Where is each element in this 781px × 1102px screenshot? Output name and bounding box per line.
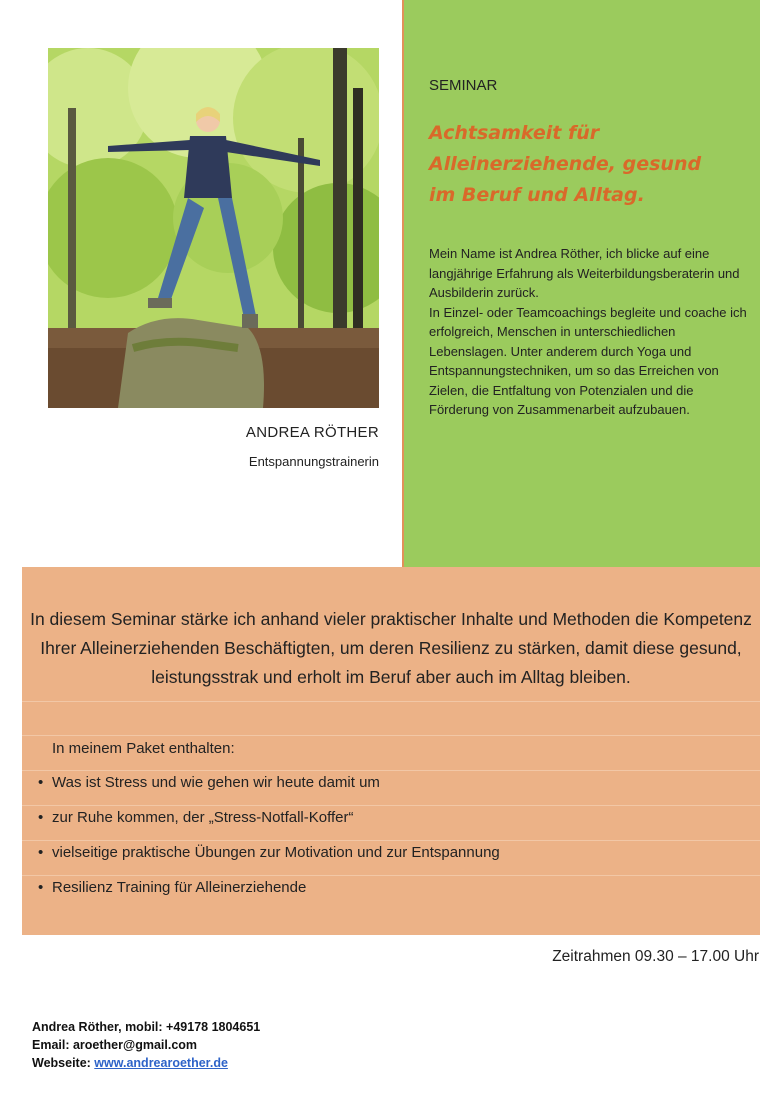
divider <box>22 701 760 702</box>
list-item-text: vielseitige praktische Übungen zur Motivation und zur Entspannung <box>52 844 500 861</box>
list-item-text: Resilienz Training für Alleinerziehende <box>52 879 307 896</box>
contact-email: Email: aroether@gmail.com <box>32 1038 198 1052</box>
bullet-icon: • <box>38 879 44 896</box>
bullet-icon: • <box>38 774 44 791</box>
seminar-title: Achtsamkeit für Alleinerziehende, gesund im Beruf und Alltag. <box>429 122 702 206</box>
package-heading: In meinem Paket enthalten: <box>52 740 235 757</box>
package-list <box>38 773 500 913</box>
contact-website-line <box>32 1054 260 1072</box>
profile-photo <box>48 48 379 408</box>
timeframe: Zeitrahmen 09.30 – 17.00 Uhr <box>552 948 759 965</box>
list-item <box>38 843 500 878</box>
list-item <box>38 773 500 808</box>
divider <box>22 770 760 771</box>
details-panel <box>22 567 760 935</box>
seminar-label: SEMINAR <box>429 77 498 94</box>
bullet-icon: • <box>38 809 44 826</box>
seminar-intro: In diesem Seminar stärke ich anhand vieler praktischer Inhalte und Methoden die Kompetenz Ihrer Alleinerziehenden Beschäftigten, um deren Resilienz zu stärken, damit diese gesund, leistungsstrak und erholt im Beruf aber auch im Alltag bleiben. <box>30 609 752 687</box>
bio-paragraph: In Einzel- oder Teamcoachings begleite und coache ich erfolgreich, Menschen in unterschiedlichen Lebenslagen. Unter anderem durch Yoga und Entspannungstechniken, um so das Erreichen von Zielen, die Entfaltung von Potenzialen und die Förderung von Zusammenarbeit aufzubauen. <box>429 304 747 417</box>
profile-name: ANDREA RÖTHER <box>245 424 379 441</box>
contact-phone: Andrea Röther, mobil: +49178 1804651 <box>32 1020 261 1034</box>
profile-role: Entspannungstrainerin <box>248 454 379 469</box>
bullet-icon: • <box>38 844 44 861</box>
divider <box>22 735 760 736</box>
website-prefix: Webseite: <box>32 1056 95 1070</box>
seminar-panel <box>402 0 760 567</box>
contact-block <box>32 1018 260 1072</box>
list-item-text: Was ist Stress und wie gehen wir heute damit um <box>52 774 380 791</box>
bio-text <box>429 244 749 420</box>
list-item-text: zur Ruhe kommen, der „Stress-Notfall-Koffer“ <box>52 809 354 826</box>
website-link[interactable]: www.andrearoether.de <box>94 1056 228 1070</box>
bio-paragraph: Mein Name ist Andrea Röther, ich blicke auf eine langjährige Erfahrung als Weiterbildungsberaterin und Ausbilderin zurück. <box>429 246 740 300</box>
list-item <box>38 878 500 913</box>
forest-illustration <box>48 48 379 408</box>
list-item <box>38 808 500 843</box>
